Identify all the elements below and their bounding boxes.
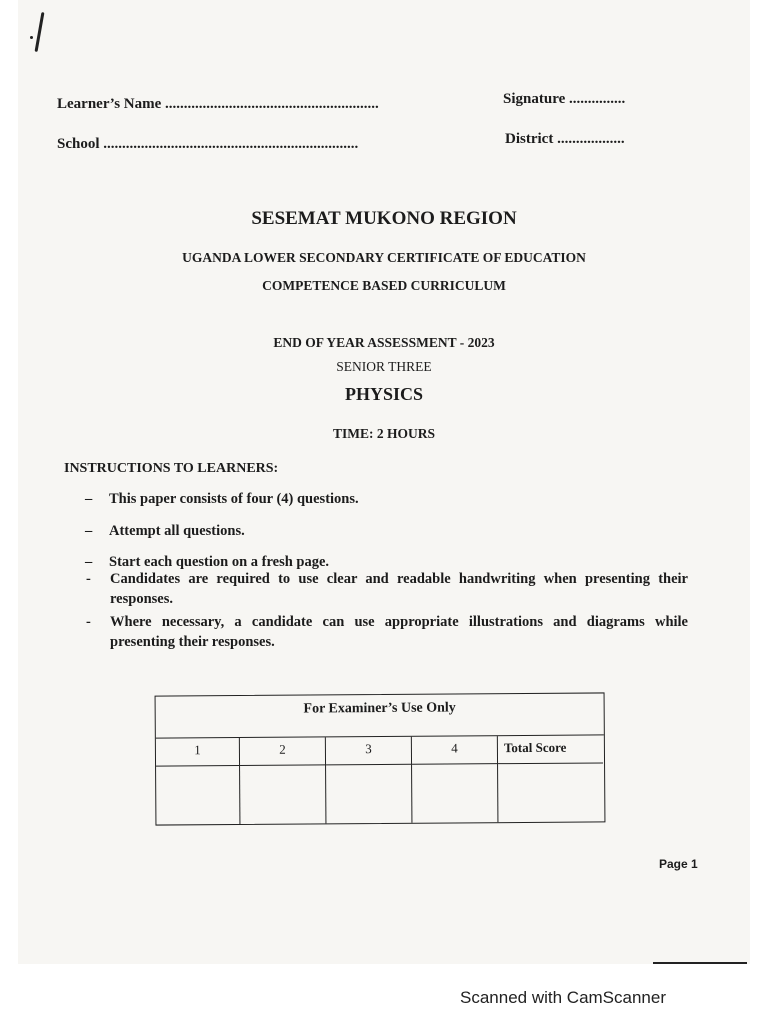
- score-column: [326, 737, 413, 824]
- instruction-item: [85, 521, 689, 541]
- region-title: SESEMAT MUKONO REGION: [251, 208, 517, 229]
- score-column-label: 2: [240, 737, 325, 766]
- school-label: School: [57, 136, 100, 152]
- learner-name-dots: .........................................................: [165, 96, 379, 112]
- instruction-item: [86, 569, 688, 609]
- scanner-watermark: Scanned with CamScanner: [460, 988, 667, 1007]
- score-cell[interactable]: [156, 766, 239, 825]
- district-dots: ..................: [557, 131, 625, 147]
- instruction-bullet: –: [85, 554, 93, 570]
- instruction-text: Candidates are required to use clear and readable handwriting when presenting their responses.: [110, 571, 688, 607]
- score-column-label: 1: [156, 738, 239, 767]
- instruction-text: Attempt all questions.: [109, 523, 245, 539]
- examiner-table-title: For Examiner’s Use Only: [156, 693, 604, 738]
- pen-dot: [30, 36, 33, 39]
- signature-field: [503, 91, 625, 108]
- instruction-bullet: -: [86, 571, 91, 587]
- school-dots: ....................................................................: [103, 136, 359, 152]
- page-number: Page 1: [659, 857, 698, 871]
- score-cell[interactable]: [240, 765, 325, 824]
- instruction-bullet: –: [85, 491, 93, 507]
- instruction-item: [86, 612, 688, 652]
- total-score-label: Total Score: [498, 735, 603, 764]
- instruction-bullet: –: [85, 523, 93, 539]
- signature-dots: ...............: [568, 91, 626, 107]
- time-title: TIME: 2 HOURS: [332, 426, 435, 441]
- score-column: [240, 737, 327, 824]
- signature-label: Signature: [503, 91, 566, 107]
- instruction-text: Start each question on a fresh page.: [109, 554, 330, 570]
- district-label: District: [505, 131, 554, 147]
- score-cell[interactable]: [326, 765, 411, 824]
- learner-name-label: Learner’s Name: [57, 96, 162, 112]
- subject-title: PHYSICS: [344, 384, 424, 404]
- certificate-title: UGANDA LOWER SECONDARY CERTIFICATE OF EDUCATION: [182, 250, 586, 265]
- total-score-cell[interactable]: [498, 763, 603, 822]
- curriculum-title: COMPETENCE BASED CURRICULUM: [262, 278, 506, 293]
- instruction-item: [85, 489, 689, 509]
- instructions-heading: INSTRUCTIONS TO LEARNERS:: [64, 461, 279, 476]
- total-score-column: [498, 735, 604, 822]
- score-column: [412, 736, 499, 823]
- score-column-label: 3: [326, 737, 411, 766]
- instruction-text: This paper consists of four (4) questions.: [109, 491, 359, 507]
- district-field: [505, 131, 625, 148]
- assessment-title: END OF YEAR ASSESSMENT - 2023: [273, 335, 495, 350]
- school-field: [57, 136, 358, 153]
- score-cell[interactable]: [412, 764, 497, 823]
- bottom-rule: [653, 962, 747, 964]
- learner-name-field: [57, 96, 379, 113]
- examiner-table: [155, 692, 606, 825]
- level-title: SENIOR THREE: [336, 359, 432, 374]
- score-column: [156, 738, 241, 825]
- instruction-bullet: -: [86, 614, 91, 630]
- instruction-text: Where necessary, a candidate can use appropriate illustrations and diagrams while presenting their responses.: [110, 614, 688, 650]
- score-column-label: 4: [412, 736, 497, 765]
